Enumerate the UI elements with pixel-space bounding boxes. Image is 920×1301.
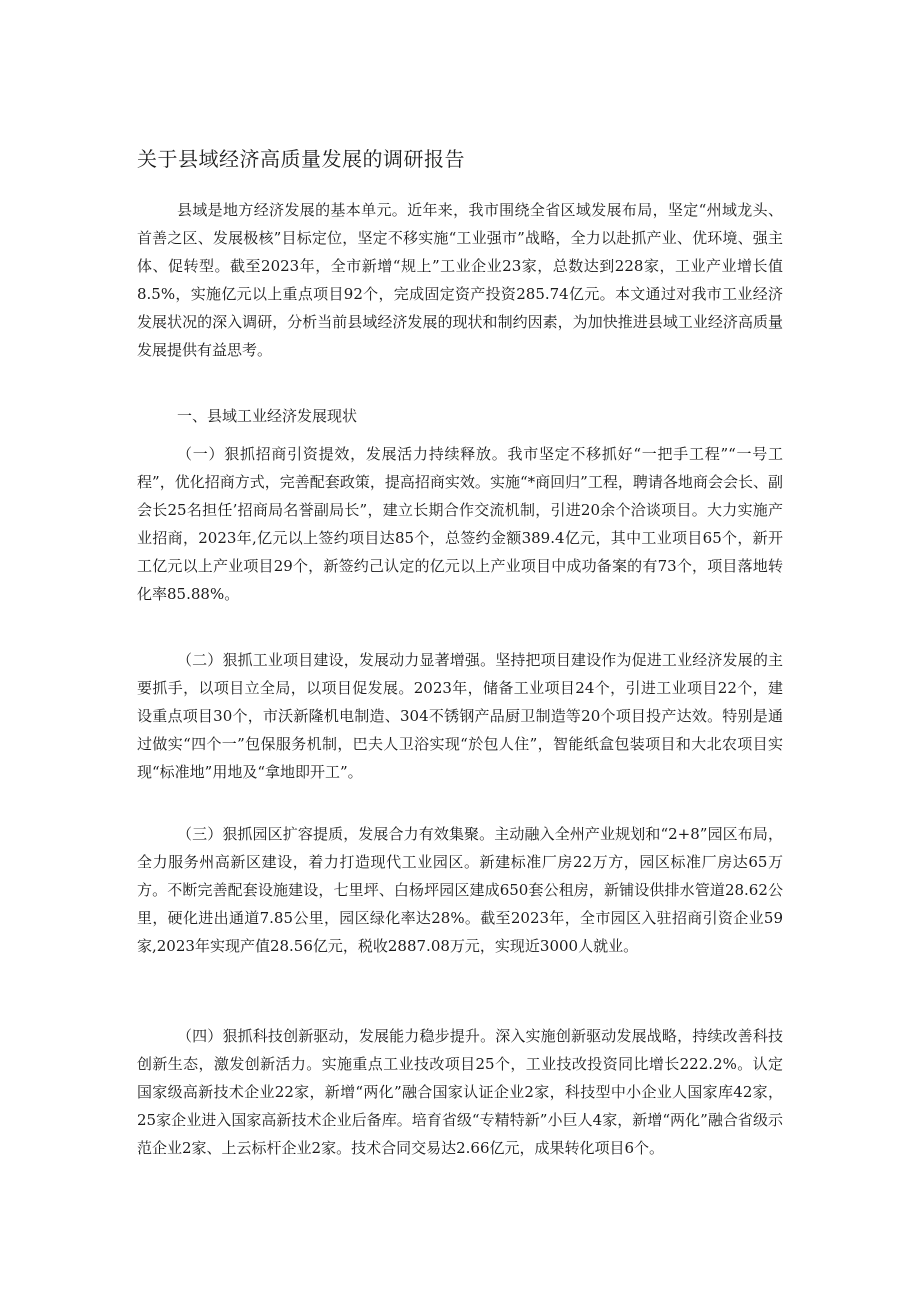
paragraph-parks: （三）狠抓园区扩容提质，发展合力有效集聚。主动融入全州产业规划和“2+8”园区布局，全力服务州高新区建设，着力打造现代工业园区。新建标准厂房22万方，园区标准厂房达65万方。不断完善配套设施建设，七里坪、白杨坪园区建成650套公租房，新铺设供排水管道28.62公里，硬化进出通道7.85公里，园区绿化率达28%。截至2023年，全市园区入驻招商引资企业59家,2023年实现产值28.56亿元，税收2887.08万元，实现近3000人就业。 [137,825,783,955]
document-title: 关于县域经济高质量发展的调研报告 [137,147,465,171]
paragraph-innovation: （四）狠抓科技创新驱动，发展能力稳步提升。深入实施创新驱动发展战略，持续改善科技创新生态，激发创新活力。实施重点工业技改项目25个，工业技改投资同比增长222.2%。认定国家级高新技术企业22家，新增“两化”融合国家认证企业2家，科技型中小企业人国家库42家，25家企业进入国家高新技术企业后备库。培育省级“专精特新”小巨人4家，新增“两化”融合省级示范企业2家、上云标杆企业2家。技术合同交易达2.66亿元，成果转化项目6个。 [137,1027,783,1157]
section-heading: 一、县域工业经济发展现状 [177,407,358,425]
paragraph-projects: （二）狠抓工业项目建设，发展动力显著增强。坚持把项目建设作为促进工业经济发展的主要抓手，以项目立全局，以项目促发展。2023年，储备工业项目24个，引进工业项目22个，建设重点项目30个，市沃新隆机电制造、304不锈钢产品厨卫制造等20个项目投产达效。特别是通过做实“四个一”包保服务机制，巴夫人卫浴实现“於包人住”，智能纸盒包装项目和大北农项目实现“标准地”用地及“拿地即开工”。 [137,651,783,781]
intro-paragraph: 县域是地方经济发展的基本单元。近年来，我市围绕全省区域发展布局，坚定“州域龙头、首善之区、发展极核”目标定位，坚定不移实施“工业强市”战略，全力以赴抓产业、优环境、强主体、促转型。截至2023年，全市新增“规上”工业企业23家，总数达到228家，工业产业增长值8.5%，实施亿元以上重点项目92个，完成固定资产投资285.74亿元。本文通过对我市工业经济发展状况的深入调研，分析当前县域经济发展的现状和制约因素，为加快推进县域工业经济高质量发展提供有益思考。 [137,201,783,359]
paragraph-investment: （一）狠抓招商引资提效，发展活力持续释放。我市坚定不移抓好“一把手工程”“一号工程”，优化招商方式，完善配套政策，提高招商实效。实施“*商回归”工程，聘请各地商会会长、副会长25名担任’招商局名誉副局长”，建立长期合作交流机制，引进20余个洽谈项目。大力实施产业招商，2023年,亿元以上签约项目达85个，总签约金额389.4亿元，其中工业项目65个，新开工亿元以上产业项目29个，新签约己认定的亿元以上产业项目中成功备案的有73个，项目落地转化率85.88%。 [137,445,783,603]
